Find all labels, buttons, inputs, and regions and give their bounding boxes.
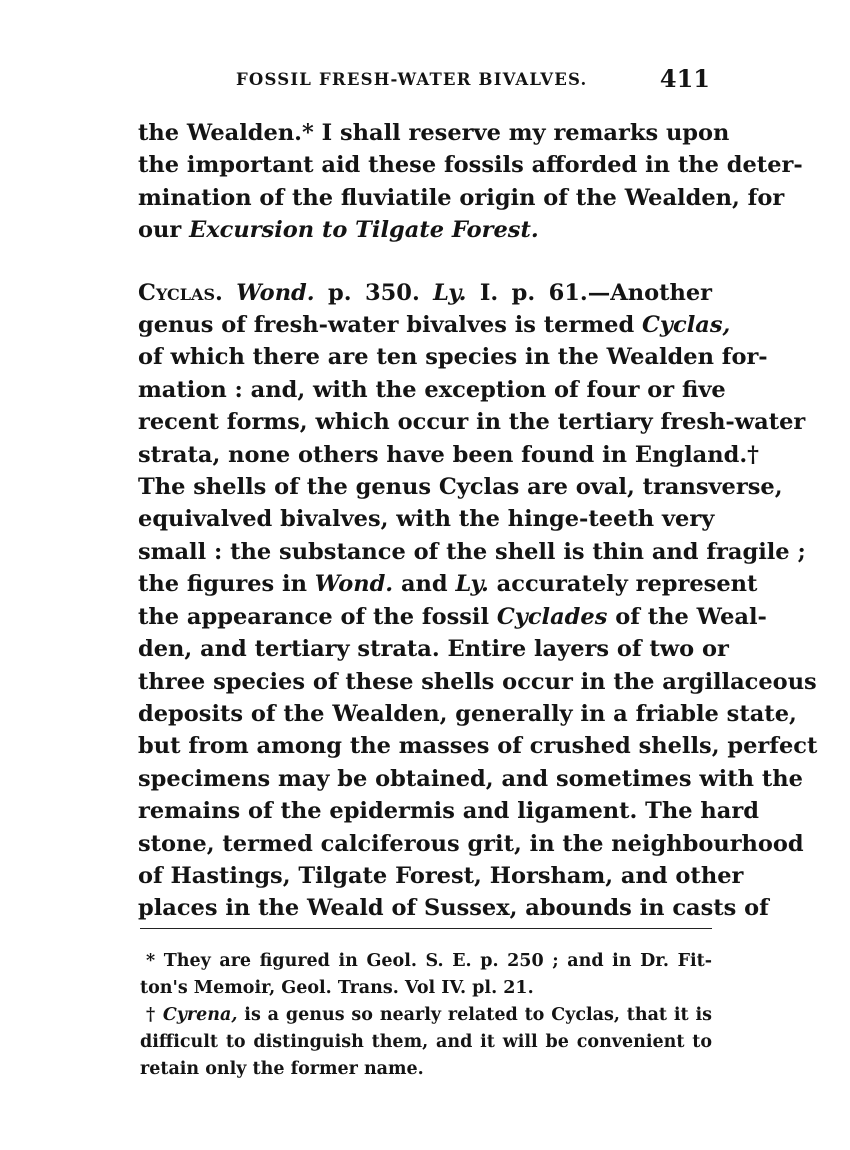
text-fragment: the appearance of the fossil (138, 603, 497, 630)
text-line (138, 309, 731, 341)
italic-ref: Ly. (455, 571, 489, 598)
text-fragment: the figures in (138, 571, 315, 598)
text-line: stone, termed calciferous grit, in the neighbourhood (138, 830, 804, 857)
footnote-line: retain only the former name. (140, 1059, 424, 1079)
text-fragment: is a genus so nearly related to Cyclas, that it is (237, 1005, 712, 1025)
text-line: the important aid these fossils afforded in the deter- (138, 152, 803, 179)
text-fragment: our (138, 217, 190, 244)
footnote-line: ton's Memoir, Geol. Trans. Vol IV. pl. 21. (140, 978, 534, 998)
text-line (138, 277, 712, 309)
text-line: The shells of the genus Cyclas are oval, transverse, (138, 474, 783, 501)
text-line: equivalved bivalves, with the hinge-teeth very (138, 506, 715, 533)
text-fragment: accurately represent (488, 571, 758, 598)
footnote-line: difficult to distinguish them, and it will be convenient to (140, 1032, 712, 1052)
text-line (138, 568, 758, 600)
text-fragment: of the Weal- (607, 603, 767, 630)
text-fragment: p. 350. (314, 279, 434, 306)
italic-ref: Ly. (433, 279, 467, 306)
paragraph-gap (138, 247, 712, 277)
italic-term: Cyclades (496, 603, 608, 630)
italic-title: Excursion to Tilgate Forest. (189, 217, 539, 244)
text-line (138, 214, 712, 246)
running-head (138, 64, 712, 98)
section-heading: Cyclas. (138, 279, 223, 306)
text-fragment: genus of fresh-water bivalves is termed (138, 312, 643, 339)
text-line: den, and tertiary strata. Entire layers of two or (138, 636, 729, 663)
text-line: specimens may be obtained, and sometimes with the (138, 765, 803, 792)
text-line: strata, none others have been found in England.† (138, 441, 759, 468)
italic-term: Cyrena, (162, 1005, 238, 1025)
footnote-line: * They are figured in Geol. S. E. p. 250 ; and in Dr. Fit- (146, 951, 712, 971)
footnote-rule (140, 928, 712, 929)
text-line: remains of the epidermis and ligament. The hard (138, 798, 759, 825)
text-line: but from among the masses of crushed shells, perfect (138, 733, 818, 760)
body-text (138, 117, 818, 925)
italic-term: Cyclas, (642, 312, 731, 339)
italic-ref: Wond. (236, 279, 315, 306)
text-line: of Hastings, Tilgate Forest, Horsham, and other (138, 862, 744, 889)
footnotes (140, 948, 712, 1083)
text-fragment: I. p. 61.—Another (466, 279, 713, 306)
text-line: deposits of the Wealden, generally in a friable state, (138, 700, 797, 727)
text-fragment (223, 280, 236, 306)
text-fragment: and (393, 571, 456, 598)
running-title: FOSSIL FRESH-WATER BIVALVES. (236, 70, 588, 89)
text-line: mination of the fluviatile origin of the Wealden, for (138, 184, 785, 211)
text-line: places in the Weald of Sussex, abounds in casts of (138, 895, 769, 922)
text-line (138, 601, 767, 633)
text-line: the Wealden.* I shall reserve my remarks upon (138, 120, 730, 146)
text-line: three species of these shells occur in the argillaceous (138, 668, 817, 695)
footnote-line (140, 1002, 712, 1029)
italic-ref: Wond. (314, 571, 394, 598)
text-line: mation : and, with the exception of four or five (138, 376, 726, 403)
text-line: of which there are ten species in the Wealden for- (138, 344, 768, 371)
text-line: small : the substance of the shell is thin and fragile ; (138, 538, 806, 565)
dagger-mark: † (146, 1005, 163, 1025)
text-line: recent forms, which occur in the tertiary fresh-water (138, 409, 806, 436)
page-number: 411 (659, 64, 710, 93)
